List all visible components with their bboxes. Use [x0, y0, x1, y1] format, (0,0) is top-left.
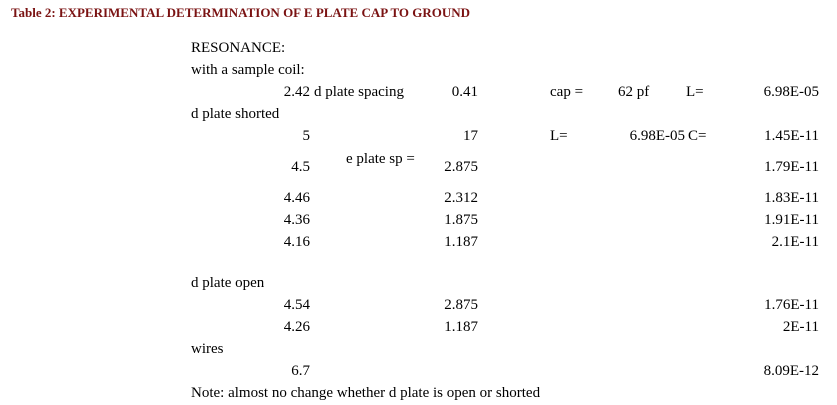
shorted-row-spacing: 2.312	[444, 190, 478, 206]
shorted-row-spacing: 1.187	[444, 234, 478, 250]
sample-spacing: 0.41	[451, 84, 478, 100]
shorted-row-cap: 1.79E-11	[764, 159, 819, 175]
shorted-row-freq: 4.46	[283, 190, 310, 206]
shorted-row-spacing: 1.875	[444, 212, 478, 228]
wires-freq: 6.7	[291, 363, 310, 379]
inductance-value: 6.98E-05	[763, 84, 819, 100]
open-row-freq: 4.54	[283, 297, 310, 313]
open-row-spacing: 1.187	[444, 319, 478, 335]
open-row-freq: 4.26	[283, 319, 310, 335]
shorted-row-1-freq: 5	[302, 128, 310, 144]
open-row-spacing: 2.875	[444, 297, 478, 313]
table-title: Table 2: EXPERIMENTAL DETERMINATION OF E PLATE CAP TO GROUND	[11, 5, 471, 20]
cap-value: 62 pf	[618, 84, 650, 100]
note: Note: almost no change whether d plate is open or shorted	[191, 385, 541, 401]
cap-label: cap =	[550, 84, 584, 100]
shorted-row-cap: 2.1E-11	[771, 234, 819, 250]
open-row-cap: 2E-11	[782, 319, 819, 335]
d-plate-shorted-label: d plate shorted	[191, 106, 280, 122]
inductance-label: L=	[686, 84, 704, 100]
open-row-cap: 1.76E-11	[764, 297, 819, 313]
wires-cap: 8.09E-12	[763, 363, 819, 379]
shorted-row-1-c-label: C=	[688, 128, 707, 144]
shorted-row-spacing: 2.875	[444, 159, 478, 175]
wires-label: wires	[191, 341, 224, 357]
sample-freq: 2.42	[283, 84, 310, 100]
sample-spacing-label: d plate spacing	[314, 84, 404, 100]
shorted-row-1-cap: 1.45E-11	[764, 128, 819, 144]
shorted-row-freq: 4.36	[283, 212, 310, 228]
shorted-row-freq: 4.5	[291, 159, 310, 175]
shorted-row-1-l-value: 6.98E-05	[629, 128, 685, 144]
shorted-row-1-spacing: 17	[463, 128, 478, 144]
shorted-row-1-l-label: L=	[550, 128, 568, 144]
shorted-row-cap: 1.83E-11	[764, 190, 819, 206]
e-plate-spacing-label: e plate sp =	[346, 151, 415, 167]
shorted-row-cap: 1.91E-11	[764, 212, 819, 228]
d-plate-open-label: d plate open	[191, 275, 265, 291]
resonance-heading: RESONANCE:	[191, 40, 286, 56]
sample-coil-label: with a sample coil:	[191, 62, 305, 78]
shorted-row-freq: 4.16	[283, 234, 310, 250]
